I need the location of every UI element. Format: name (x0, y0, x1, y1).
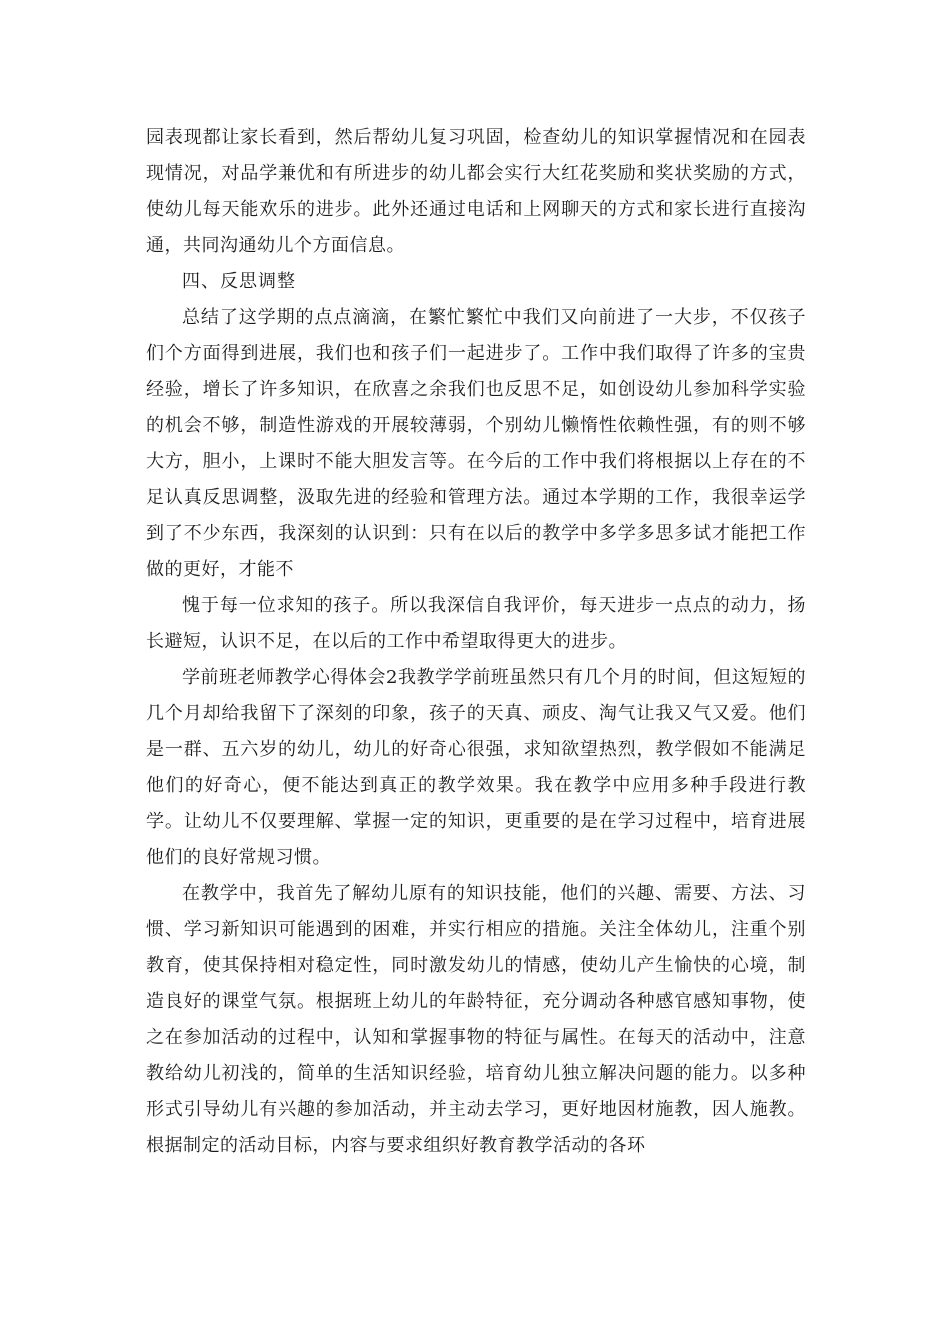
paragraph-continuation: 园表现都让家长看到，然后帮幼儿复习巩固，检查幼儿的知识掌握情况和在园表现情况，对品学兼优和有所进步的幼儿都会实行大红花奖励和奖状奖励的方式，使幼儿每天能欢乐的进步。此外还通过电话和上网聊天的方式和家长进行直接沟通，共同沟通幼儿个方面信息。 (146, 127, 806, 256)
paragraph-essay-2-intro: 学前班老师教学心得体会2我教学学前班虽然只有几个月的时间，但这短短的几个月却给我留下了深刻的印象，孩子的天真、顽皮、淘气让我又气又爱。他们是一群、五六岁的幼儿，幼儿的好奇心很强，求知欲望热烈，教学假如不能满足他们的好奇心，便不能达到真正的教学效果。我在教学中应用多种手段进行教学。让幼儿不仅要理解、掌握一定的知识，更重要的是在学习过程中，培育进展他们的良好常规习惯。 (146, 667, 806, 868)
document-page (146, 120, 806, 1164)
paragraph-reflection-end: 愧于每一位求知的孩子。所以我深信自我评价，每天进步一点点的动力，扬长避短，认识不足，在以后的工作中希望取得更大的进步。 (146, 595, 806, 652)
paragraph-essay-2-body: 在教学中，我首先了解幼儿原有的知识技能，他们的兴趣、需要、方法、习惯、学习新知识可能遇到的困难，并实行相应的措施。关注全体幼儿，注重个别教育，使其保持相对稳定性，同时激发幼儿的情感，使幼儿产生愉快的心境，制造良好的课堂气氛。根据班上幼儿的年龄特征，充分调动各种感官感知事物，使之在参加活动的过程中，认知和掌握事物的特征与属性。在每天的活动中，注意教给幼儿初浅的，简单的生活知识经验，培育幼儿独立解决问题的能力。以多种形式引导幼儿有兴趣的参加活动，并主动去学习，更好地因材施教，因人施教。根据制定的活动目标，内容与要求组织好教育教学活动的各环 (146, 883, 806, 1156)
paragraph-reflection: 总结了这学期的点点滴滴，在繁忙繁忙中我们又向前进了一大步，不仅孩子们个方面得到进展，我们也和孩子们一起进步了。工作中我们取得了许多的宝贵经验，增长了许多知识，在欣喜之余我们也反思不足，如创设幼儿参加科学实验的机会不够，制造性游戏的开展较薄弱，个别幼儿懒惰性依赖性强，有的则不够大方，胆小，上课时不能大胆发言等。在今后的工作中我们将根据以上存在的不足认真反思调整，汲取先进的经验和管理方法。通过本学期的工作，我很幸运学到了不少东西，我深刻的认识到：只有在以后的教学中多学多思多试才能把工作做的更好，才能不 (146, 307, 806, 580)
section-heading-reflection: 四、反思调整 (182, 271, 296, 292)
